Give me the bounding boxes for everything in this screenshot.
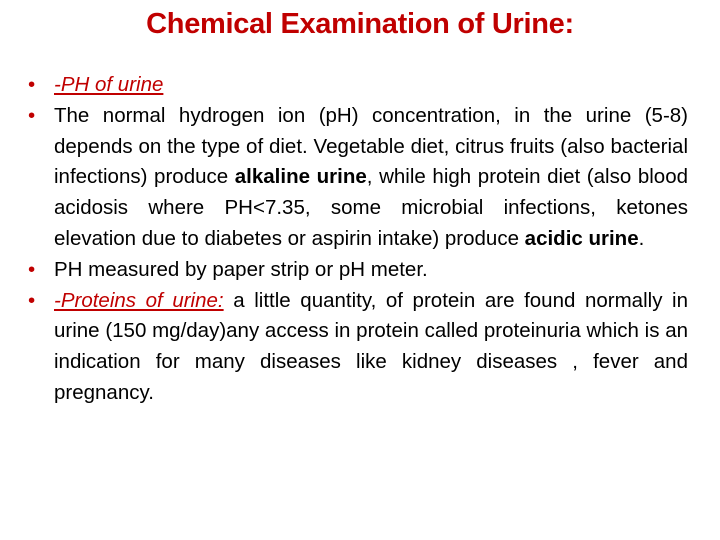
ph-text-a: The normal hydrogen ion (pH) concentration, in the urine (5-8) depends on the type of diet. Vegetable diet, citrus fruits (also bacterial infections) produce <box>54 103 688 189</box>
bullet-item-ph-heading <box>28 70 688 101</box>
bullet-glyph: • <box>28 73 36 96</box>
slide-title: Chemical Examination of Urine: <box>146 8 574 40</box>
bullet-item-ph-measurement <box>28 255 688 286</box>
bullet-glyph: • <box>28 103 36 127</box>
bullet-glyph: • <box>28 288 36 312</box>
ph-measurement-text: PH measured by paper strip or pH meter. <box>54 257 428 281</box>
bullet-list <box>28 70 688 409</box>
proteins-text: a little quantity, of protein are found normally in urine (150 mg/day)any access in protein called proteinuria which is an indication for many diseases like kidney diseases , fever and pregnancy. <box>54 288 688 404</box>
ph-text-c: . <box>638 226 645 250</box>
proteins-heading: -Proteins of urine: <box>54 288 224 312</box>
alkaline-urine-term: alkaline urine <box>234 165 367 189</box>
ph-heading: -PH of urine <box>54 73 164 96</box>
ph-text-b: , while high protein diet (also blood acidosis where PH<7.35, some microbial infections, ketones elevation due to diabetes or aspirin intake) produce <box>54 165 689 250</box>
bullet-item-proteins <box>28 286 688 409</box>
bullet-item-ph-description <box>28 101 688 255</box>
bullet-glyph: • <box>28 257 36 281</box>
acidic-urine-term: acidic urine <box>524 226 639 250</box>
